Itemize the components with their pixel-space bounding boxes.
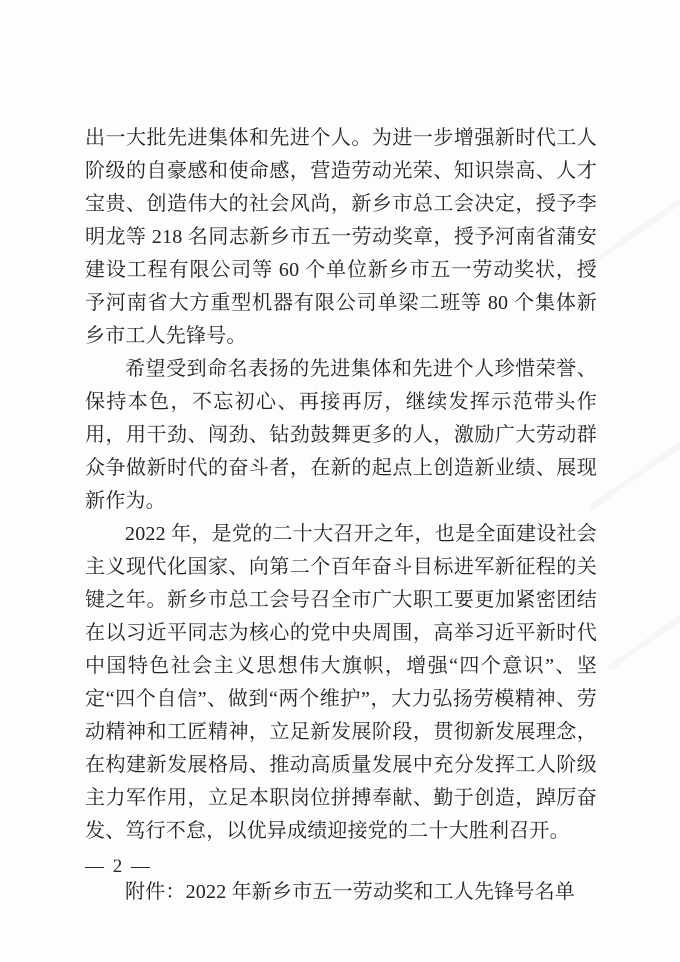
body-paragraph: 希望受到命名表扬的先进集体和先进个人珍惜荣誉、保持本色，不忘初心、再接再厉，继续发挥示范带头作用，用干劲、闯劲、钻劲鼓舞更多的人，激励广大劳动群众争做新时代的奋斗者，在新的起点上创造新业绩、展现新作为。 — [85, 358, 597, 512]
document-body — [85, 122, 597, 909]
attachment-note: 附件：2022 年新乡市五一劳动奖和工人先锋号名单 — [125, 881, 575, 903]
body-paragraph-continuation: 出一大批先进集体和先进个人。为进一步增强新时代工人阶级的自豪感和使命感，营造劳动光荣、知识崇高、人才宝贵、创造伟大的社会风尚，新乡市总工会决定，授予李明龙等 218 名同志新乡市五一劳动奖章，授予河南省蒲安建设工程有限公司等 60 个单位新乡市五一劳动奖状，授予河南省大方重型机器有限公司单梁二班等 80 个集体新乡市工人先锋号。 — [85, 127, 597, 347]
scan-streak — [606, 615, 680, 672]
page-number: — 2 — — [85, 856, 152, 877]
scan-streak — [589, 436, 680, 510]
body-paragraph: 2022 年，是党的二十大召开之年，也是全面建设社会主义现代化国家、向第二个百年奋斗目标进军新征程的关键之年。新乡市总工会号召全市广大职工要更加紧密团结在以习近平同志为核心的党中央周围，高举习近平新时代中国特色社会主义思想伟大旗帜，增强“四个意识”、坚定“四个自信”、做到“两个维护”，大力弘扬劳模精神、劳动精神和工匠精神，立足新发展阶段，贯彻新发展理念，在构建新发展格局、推动高质量发展中充分发挥工人阶级主力军作用，立足本职岗位拼搏奉献、勤于创造，踔厉奋发、笃行不怠，以优异成绩迎接党的二十大胜利召开。 — [85, 523, 597, 842]
